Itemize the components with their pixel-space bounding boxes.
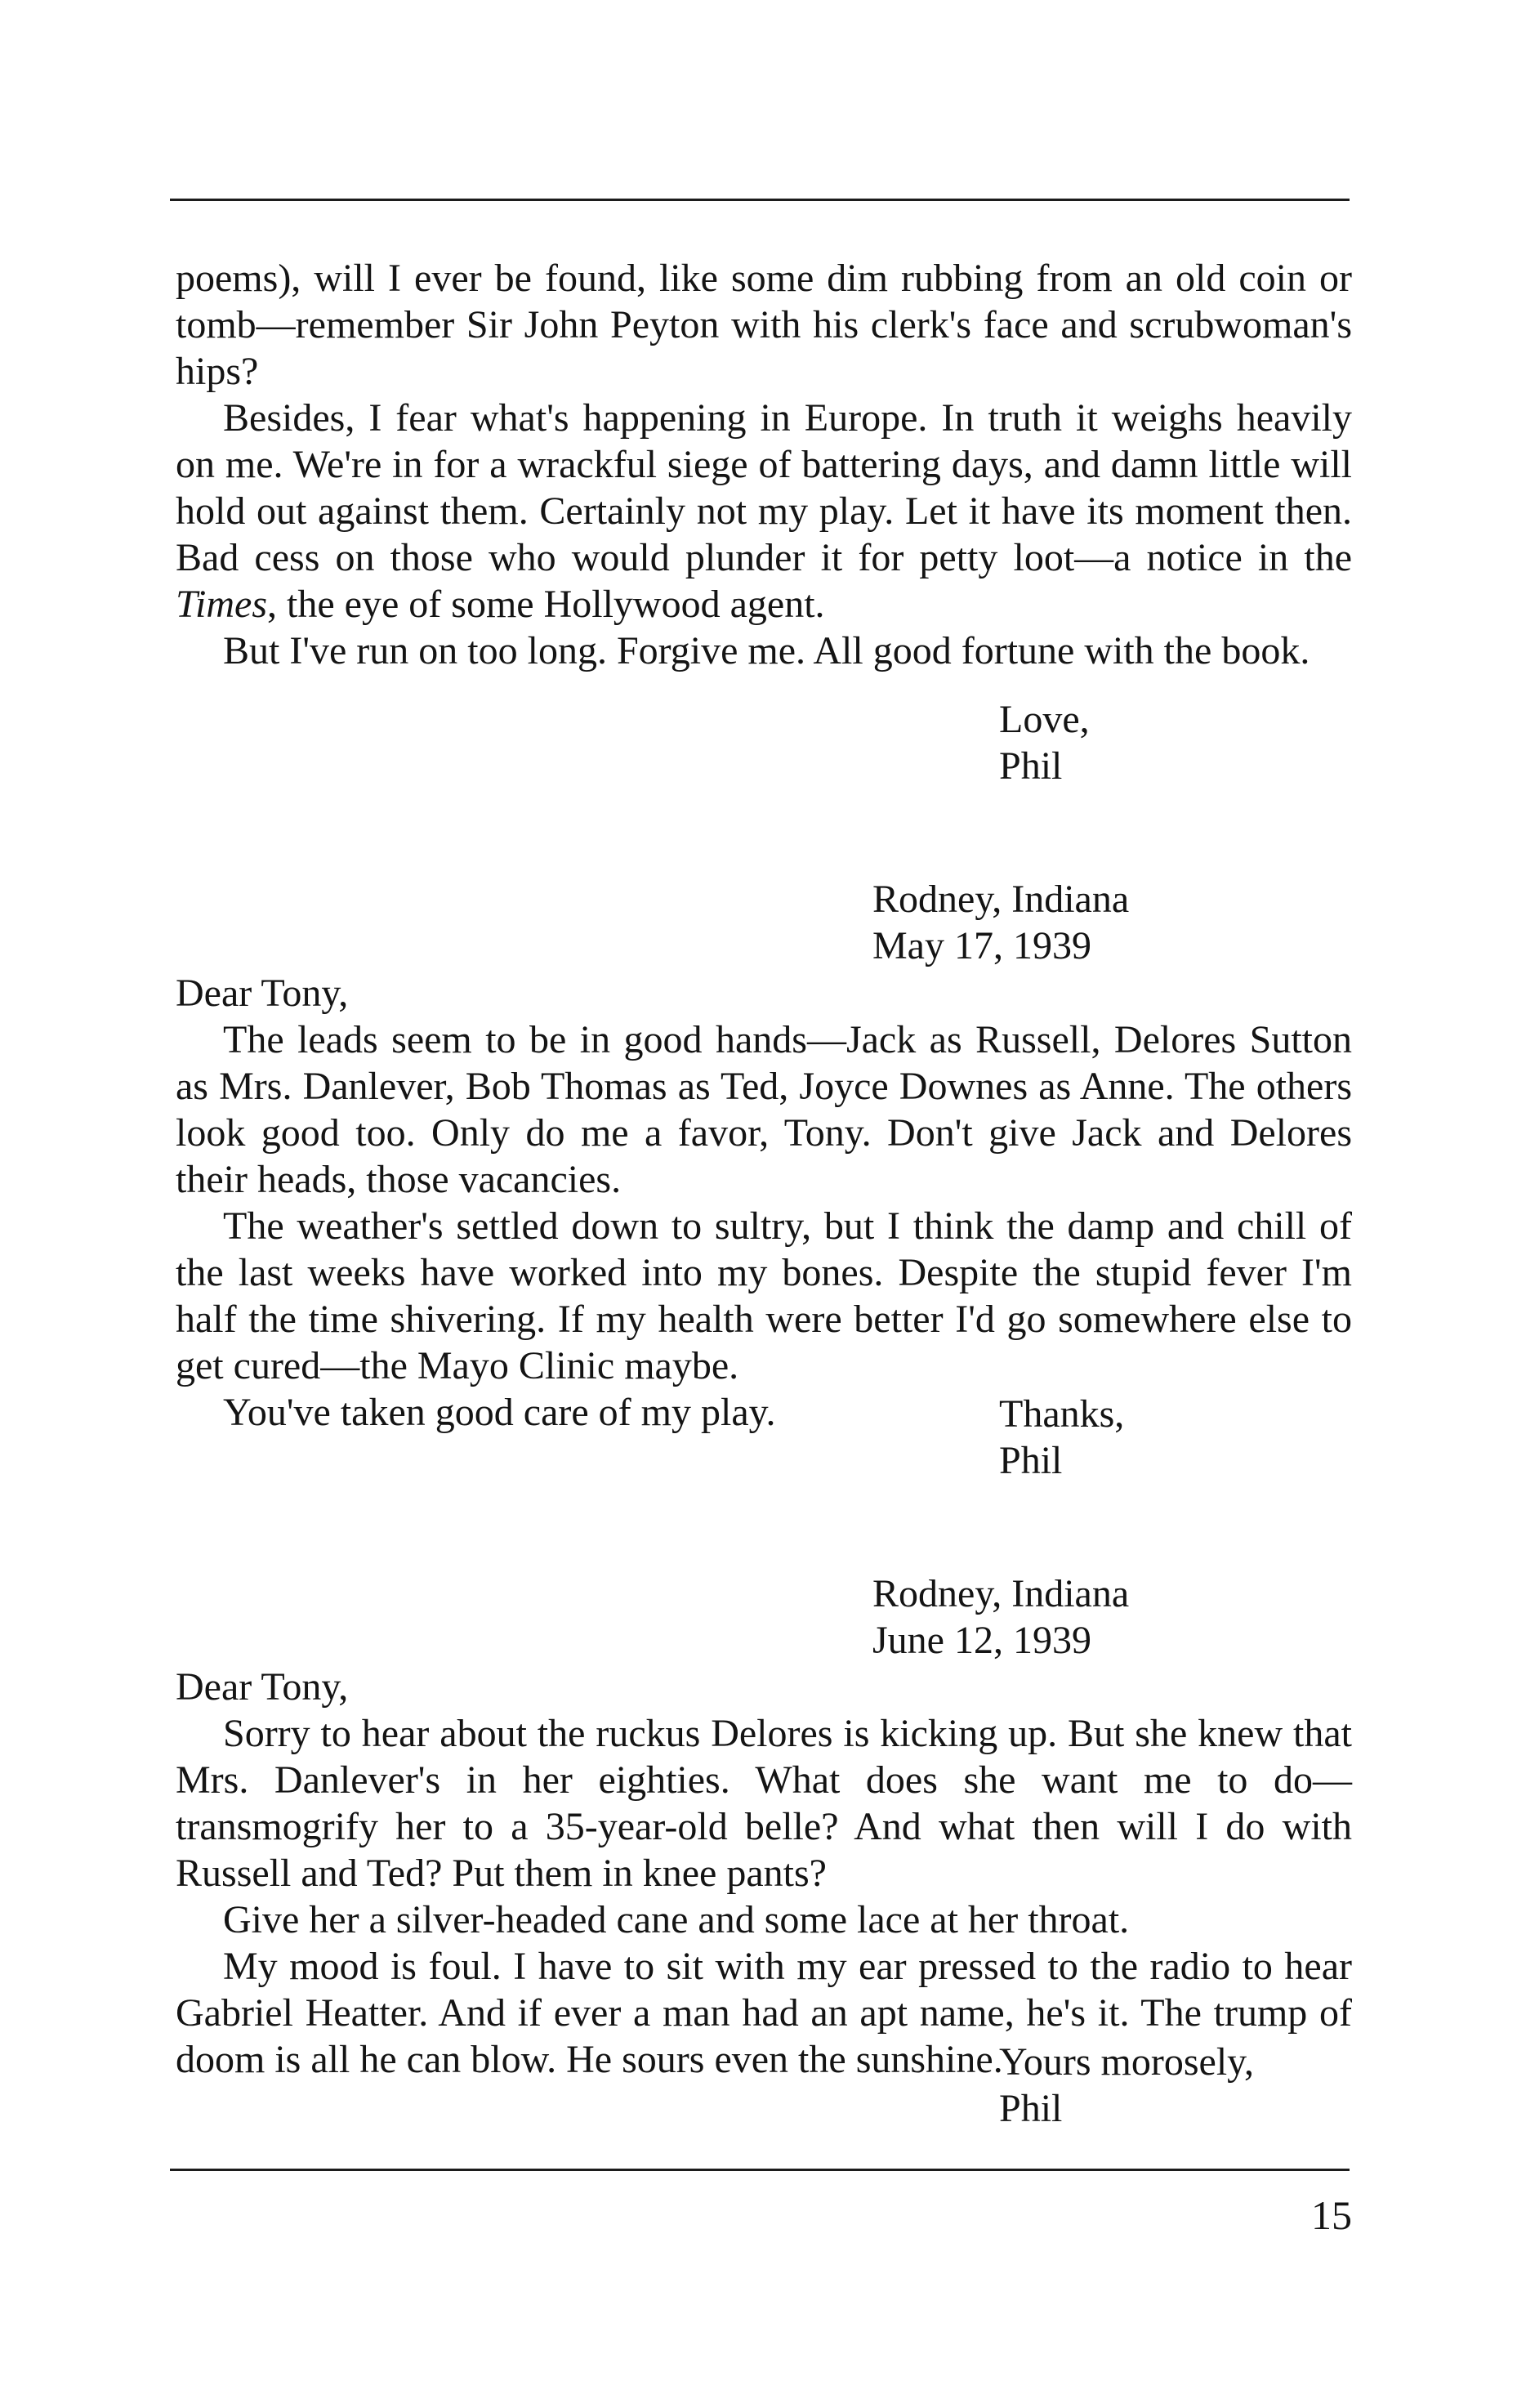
letter1-closing: Love, xyxy=(999,698,1090,741)
letter2-place: Rodney, Indiana xyxy=(872,878,1130,921)
letter1-signoff xyxy=(999,696,1090,789)
newspaper-title: Times xyxy=(176,583,268,626)
letter2-paragraph-1: The leads seem to be in good hands—Jack as Russell, Delores Sutton as Mrs. Danlever, Bob Thomas as Ted, Joyce Downes as Anne. The others look good too. Only do me a favor, Tony. Don't give Jack and Delores their heads, those vacancies. xyxy=(176,1018,1352,1201)
letter1-body xyxy=(176,255,1352,674)
letter3-place: Rodney, Indiana xyxy=(872,1572,1130,1615)
letter3-signature: Phil xyxy=(999,2087,1063,2130)
letter2-closing: Thanks, xyxy=(999,1392,1125,1436)
letter2-paragraph-3: You've taken good care of my play. xyxy=(223,1391,776,1434)
letter3-closing: Yours morosely, xyxy=(999,2040,1255,2084)
letter3-paragraph-2: Give her a silver-headed cane and some lace at her throat. xyxy=(223,1898,1130,1941)
letter1-paragraph-1: poems), will I ever be found, like some dim rubbing from an old coin or tomb—remember Sir John Peyton with his clerk's face and scrubwoman's hips? xyxy=(176,257,1352,393)
letter3-paragraph-3: My mood is foul. I have to sit with my ear pressed to the radio to hear Gabriel Heatter. And if ever a man had an apt name, he's it. The trump of doom is all he can blow. He sours even the sunshine. xyxy=(176,1945,1352,2081)
letter2-paragraph-2: The weather's settled down to sultry, but I think the damp and chill of the last weeks have worked into my bones. Despite the stupid fever I'm half the time shivering. If my health were better I'd go somewhere else to get cured—the Mayo Clinic maybe. xyxy=(176,1204,1352,1387)
letter2-signoff xyxy=(999,1391,1124,1484)
letter3-paragraph-1: Sorry to hear about the ruckus Delores is kicking up. But she knew that Mrs. Danlever's in her eighties. What does she want me to do—transmogrify her to a 35-year-old belle? And what then will I do with Russell and Ted? Put them in knee pants? xyxy=(176,1712,1352,1895)
top-rule xyxy=(170,199,1350,201)
letter3-salutation: Dear Tony, xyxy=(176,1665,349,1709)
letter1-paragraph-2: Besides, I fear what's happening in Europe. In truth it weighs heavily on me. We're in for a wrackful siege of battering days, and damn little will hold out against them. Certainly not my play. Let it have its moment then. Bad cess on those who would plunder it for petty loot—a notice in the Times, the eye of some Hollywood agent. xyxy=(176,396,1352,626)
letter3-heading xyxy=(872,1570,1129,1664)
letter3-date: June 12, 1939 xyxy=(872,1619,1091,1662)
letter2-heading xyxy=(872,876,1129,969)
page-number: 15 xyxy=(1311,2192,1352,2238)
letter3-signoff xyxy=(999,2039,1254,2132)
bottom-rule xyxy=(170,2169,1350,2171)
letter2-salutation: Dear Tony, xyxy=(176,972,349,1015)
letter2-body xyxy=(176,970,1352,1436)
letter2-date: May 17, 1939 xyxy=(872,924,1091,967)
letter1-signature: Phil xyxy=(999,744,1063,788)
letter1-paragraph-3: But I've run on too long. Forgive me. All good fortune with the book. xyxy=(223,629,1310,672)
letter3-body xyxy=(176,1664,1352,2083)
letter2-signature: Phil xyxy=(999,1439,1063,1482)
